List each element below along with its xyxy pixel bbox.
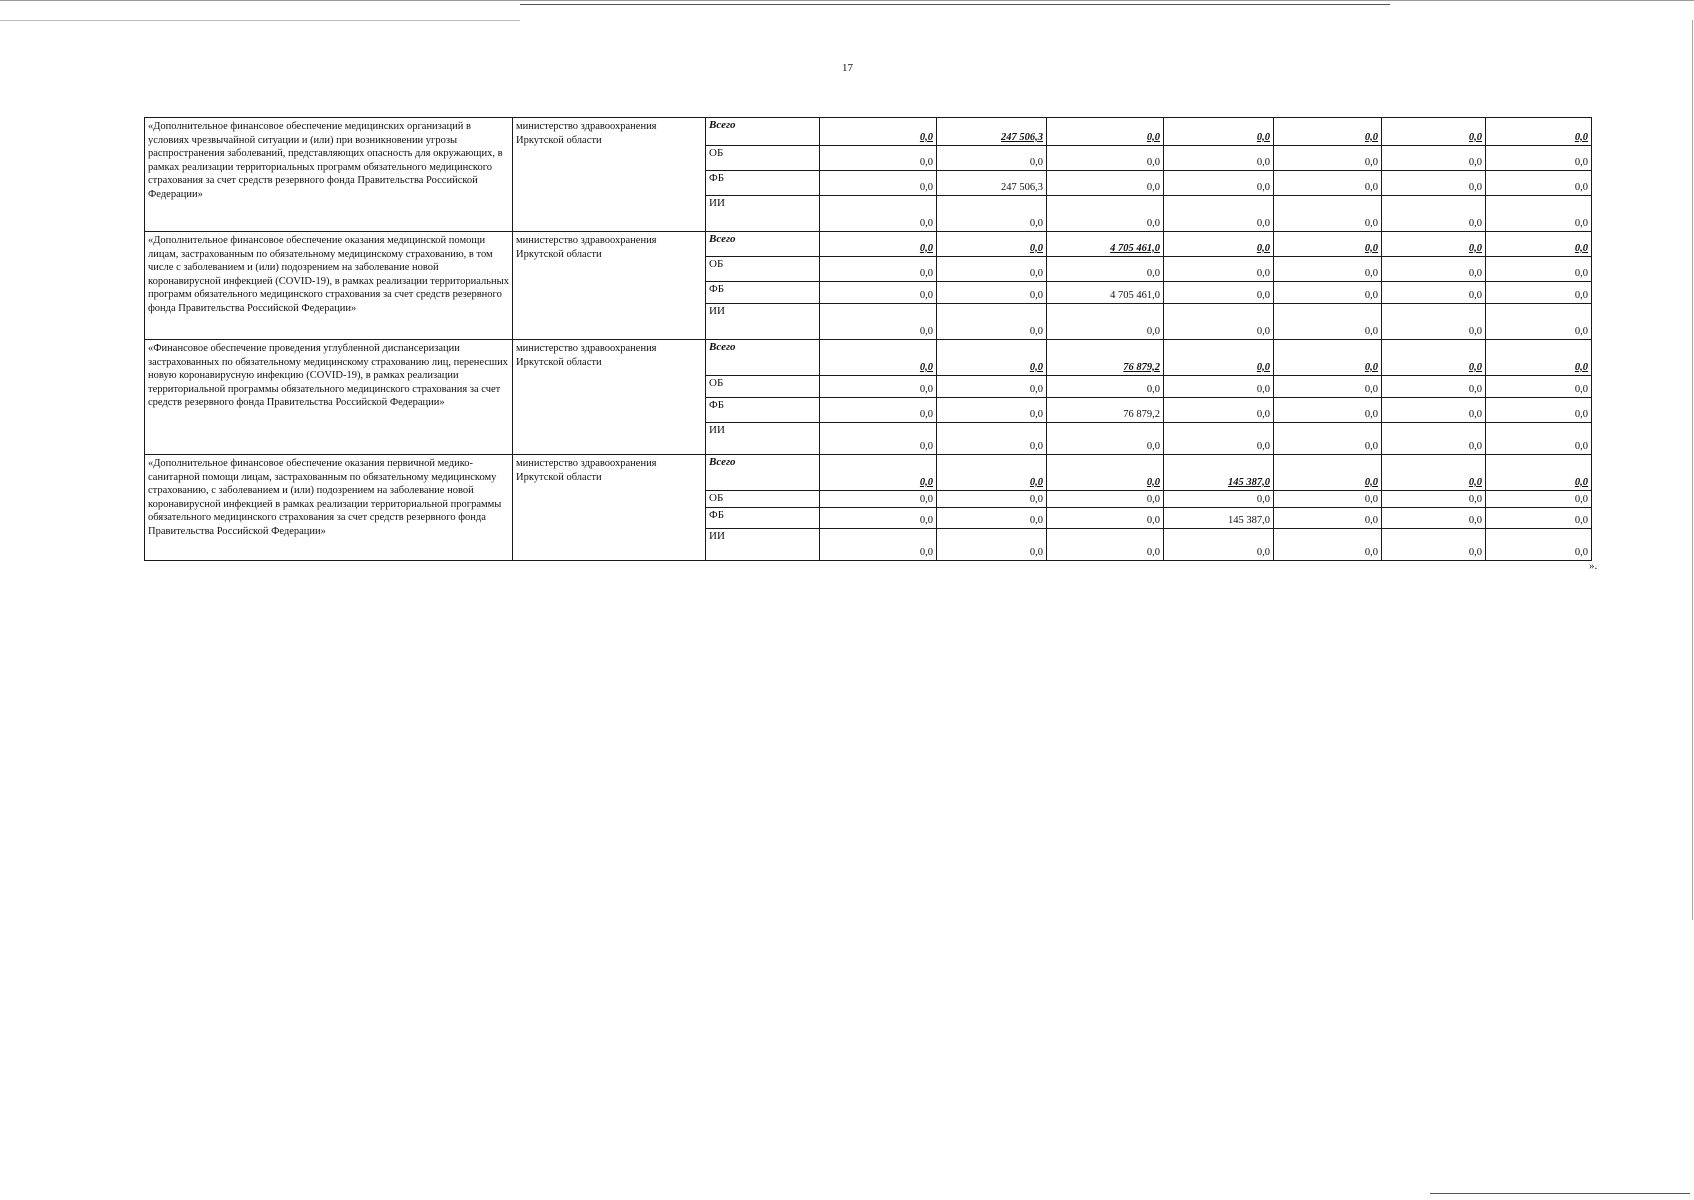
amount-value: 0,0 — [1364, 476, 1378, 488]
amount-cell — [937, 508, 1047, 529]
amount-value: 0,0 — [1029, 267, 1043, 279]
amount-cell — [937, 376, 1047, 398]
amount-cell — [1047, 118, 1164, 146]
funding-source: ФБ — [706, 282, 820, 304]
amount-cell — [1274, 282, 1382, 304]
amount-value: 0,0 — [919, 476, 933, 488]
amount-cell — [820, 376, 937, 398]
amount-value: 0,0 — [1256, 217, 1270, 229]
amount-value: 247 506,3 — [1001, 131, 1043, 143]
amount-value: 0,0 — [1574, 131, 1588, 143]
amount-value: 0,0 — [1468, 408, 1482, 420]
amount-cell — [1486, 118, 1592, 146]
funding-source: ОБ — [706, 491, 820, 508]
amount-cell — [1047, 146, 1164, 171]
amount-value: 0,0 — [1029, 217, 1043, 229]
amount-value: 0,0 — [1574, 514, 1588, 526]
amount-value: 0,0 — [1468, 383, 1482, 395]
amount-cell — [820, 232, 937, 257]
amount-value: 0,0 — [919, 325, 933, 337]
amount-cell — [1382, 398, 1486, 423]
funding-source: ФБ — [706, 508, 820, 529]
amount-cell — [1047, 232, 1164, 257]
amount-value: 0,0 — [919, 361, 933, 373]
funding-source: Всего — [706, 232, 820, 257]
amount-cell — [1274, 376, 1382, 398]
amount-cell — [1274, 423, 1382, 455]
budget-table — [144, 117, 1592, 561]
amount-value: 0,0 — [1574, 440, 1588, 452]
funding-source: ИИ — [706, 423, 820, 455]
table-row — [145, 455, 1592, 491]
budget-table-body — [145, 118, 1592, 561]
amount-value: 0,0 — [1146, 131, 1160, 143]
measure-description: «Дополнительное финансовое обеспечение медицинских организаций в условиях чрезвычайной ситуации и (или) при возникновении угрозы распространения заболеваний, представляющих опасность для окружающих, в рамках реализации территориальных программ обязательного медицинского страхования за счет средств резервного фонда Правительства Российской Федерации» — [145, 118, 513, 232]
scan-left-line — [0, 20, 520, 21]
amount-cell — [820, 423, 937, 455]
amount-cell — [1382, 304, 1486, 340]
amount-cell — [1047, 376, 1164, 398]
amount-cell — [1486, 282, 1592, 304]
amount-cell — [820, 491, 937, 508]
amount-cell — [1164, 282, 1274, 304]
amount-cell — [937, 529, 1047, 561]
amount-cell — [820, 455, 937, 491]
amount-cell — [1382, 171, 1486, 196]
amount-cell — [820, 118, 937, 146]
amount-value: 0,0 — [1029, 546, 1043, 558]
amount-cell — [1274, 118, 1382, 146]
amount-value: 0,0 — [1468, 156, 1482, 168]
amount-cell — [1047, 398, 1164, 423]
amount-value: 0,0 — [1364, 181, 1378, 193]
amount-cell — [1382, 196, 1486, 232]
amount-value: 0,0 — [1574, 493, 1588, 505]
amount-value: 0,0 — [1256, 156, 1270, 168]
amount-cell — [1382, 455, 1486, 491]
amount-cell — [1486, 196, 1592, 232]
amount-value: 0,0 — [1468, 242, 1482, 254]
funding-source: ИИ — [706, 304, 820, 340]
amount-cell — [1382, 491, 1486, 508]
responsible-executor: министерство здравоохранения Иркутской области — [513, 118, 706, 232]
amount-value: 0,0 — [1364, 325, 1378, 337]
amount-value: 0,0 — [919, 408, 933, 420]
amount-value: 76 879,2 — [1123, 361, 1160, 373]
amount-cell — [820, 171, 937, 196]
funding-source: ФБ — [706, 398, 820, 423]
amount-value: 0,0 — [1468, 546, 1482, 558]
amount-value: 0,0 — [1029, 514, 1043, 526]
funding-source: Всего — [706, 340, 820, 376]
amount-value: 0,0 — [919, 181, 933, 193]
amount-value: 0,0 — [1468, 476, 1482, 488]
amount-cell — [1047, 171, 1164, 196]
amount-value: 145 387,0 — [1228, 476, 1270, 488]
amount-value: 0,0 — [1364, 361, 1378, 373]
amount-cell — [1486, 304, 1592, 340]
amount-cell — [820, 340, 937, 376]
amount-cell — [1274, 146, 1382, 171]
amount-value: 0,0 — [1146, 156, 1160, 168]
amount-cell — [820, 529, 937, 561]
amount-cell — [820, 304, 937, 340]
amount-cell — [937, 423, 1047, 455]
table-row — [145, 232, 1592, 257]
amount-value: 0,0 — [919, 267, 933, 279]
amount-cell — [1047, 196, 1164, 232]
amount-cell — [1164, 118, 1274, 146]
amount-cell — [1164, 232, 1274, 257]
amount-cell — [937, 455, 1047, 491]
amount-value: 0,0 — [1574, 242, 1588, 254]
amount-value: 0,0 — [1574, 289, 1588, 301]
amount-cell — [1382, 423, 1486, 455]
amount-cell — [1047, 423, 1164, 455]
amount-value: 4 705 461,0 — [1110, 242, 1160, 254]
funding-source: ИИ — [706, 196, 820, 232]
amount-cell — [1164, 340, 1274, 376]
amount-value: 0,0 — [1029, 493, 1043, 505]
amount-value: 0,0 — [1468, 181, 1482, 193]
table-row — [145, 340, 1592, 376]
amount-cell — [937, 171, 1047, 196]
amount-value: 0,0 — [1364, 242, 1378, 254]
funding-source: Всего — [706, 455, 820, 491]
amount-value: 0,0 — [1468, 217, 1482, 229]
amount-value: 0,0 — [1364, 440, 1378, 452]
amount-value: 0,0 — [1256, 289, 1270, 301]
amount-cell — [1382, 282, 1486, 304]
amount-value: 0,0 — [1574, 267, 1588, 279]
amount-cell — [1164, 304, 1274, 340]
amount-value: 0,0 — [1468, 289, 1482, 301]
amount-value: 0,0 — [1468, 361, 1482, 373]
amount-value: 247 506,3 — [1001, 181, 1043, 193]
amount-cell — [937, 398, 1047, 423]
amount-cell — [1486, 491, 1592, 508]
amount-cell — [1274, 232, 1382, 257]
amount-value: 0,0 — [919, 242, 933, 254]
amount-cell — [1274, 171, 1382, 196]
amount-value: 0,0 — [1574, 408, 1588, 420]
amount-cell — [1486, 340, 1592, 376]
amount-value: 0,0 — [919, 546, 933, 558]
amount-value: 0,0 — [1364, 289, 1378, 301]
amount-value: 0,0 — [1364, 156, 1378, 168]
amount-cell — [1274, 508, 1382, 529]
measure-description: «Дополнительное финансовое обеспечение оказания медицинской помощи лицам, застрахованным по обязательному медицинскому страхованию, в том числе с заболеванием и (или) подозрением на заболевание новой коронавирусной инфекцией (COVID-19), в рамках реализации территориальных программ обязательного медицинского страхования за счет средств резервного фонда Правительства Российской Федерации» — [145, 232, 513, 340]
amount-value: 0,0 — [1256, 242, 1270, 254]
amount-cell — [937, 340, 1047, 376]
amount-cell — [1047, 340, 1164, 376]
amount-cell — [1047, 508, 1164, 529]
amount-cell — [1164, 508, 1274, 529]
funding-source: ИИ — [706, 529, 820, 561]
amount-cell — [937, 146, 1047, 171]
funding-source: ОБ — [706, 146, 820, 171]
amount-value: 0,0 — [1256, 408, 1270, 420]
amount-value: 0,0 — [1364, 267, 1378, 279]
amount-cell — [1486, 398, 1592, 423]
amount-value: 0,0 — [1364, 131, 1378, 143]
amount-value: 0,0 — [919, 131, 933, 143]
amount-cell — [937, 304, 1047, 340]
funding-source: ОБ — [706, 376, 820, 398]
amount-cell — [1486, 232, 1592, 257]
amount-value: 0,0 — [1468, 325, 1482, 337]
amount-value: 0,0 — [1146, 383, 1160, 395]
amount-cell — [1382, 118, 1486, 146]
amount-value: 0,0 — [1256, 361, 1270, 373]
amount-value: 0,0 — [919, 493, 933, 505]
amount-value: 0,0 — [1468, 267, 1482, 279]
amount-cell — [937, 282, 1047, 304]
amount-cell — [1382, 508, 1486, 529]
amount-value: 76 879,2 — [1123, 408, 1160, 420]
amount-value: 0,0 — [919, 440, 933, 452]
amount-value: 0,0 — [1574, 546, 1588, 558]
amount-cell — [937, 232, 1047, 257]
amount-value: 0,0 — [1256, 440, 1270, 452]
measure-description: «Дополнительное финансовое обеспечение оказания первичной медико-санитарной помощи лицам, застрахованным по обязательному медицинскому страхованию, с заболеванием и (или) подозрением на заболевание новой коронавирусной инфекцией в рамках реализации территориальной программы обязательного медицинского страхования за счет средств резервного фонда Правительства Российской Федерации» — [145, 455, 513, 561]
amount-value: 0,0 — [1364, 493, 1378, 505]
amount-cell — [1274, 196, 1382, 232]
amount-cell — [820, 146, 937, 171]
amount-value: 0,0 — [1574, 325, 1588, 337]
amount-value: 0,0 — [1468, 514, 1482, 526]
amount-value: 0,0 — [1146, 440, 1160, 452]
amount-value: 0,0 — [1146, 546, 1160, 558]
amount-cell — [1164, 196, 1274, 232]
amount-value: 0,0 — [1029, 440, 1043, 452]
amount-cell — [1274, 455, 1382, 491]
amount-value: 0,0 — [919, 156, 933, 168]
amount-cell — [1047, 257, 1164, 282]
amount-value: 0,0 — [1468, 131, 1482, 143]
amount-cell — [937, 491, 1047, 508]
amount-cell — [1047, 455, 1164, 491]
amount-cell — [1164, 376, 1274, 398]
amount-cell — [1274, 398, 1382, 423]
funding-source: Всего — [706, 118, 820, 146]
amount-cell — [1486, 171, 1592, 196]
amount-cell — [1486, 257, 1592, 282]
amount-value: 0,0 — [1029, 361, 1043, 373]
table-row — [145, 118, 1592, 146]
amount-value: 0,0 — [1146, 493, 1160, 505]
amount-value: 0,0 — [1029, 476, 1043, 488]
amount-value: 0,0 — [1256, 181, 1270, 193]
amount-value: 145 387,0 — [1228, 514, 1270, 526]
amount-cell — [1164, 529, 1274, 561]
amount-value: 0,0 — [1574, 361, 1588, 373]
amount-cell — [1164, 455, 1274, 491]
amount-cell — [1382, 376, 1486, 398]
amount-value: 0,0 — [1029, 383, 1043, 395]
amount-cell — [1047, 529, 1164, 561]
amount-cell — [1047, 491, 1164, 508]
amount-cell — [1382, 232, 1486, 257]
amount-cell — [1047, 282, 1164, 304]
closing-mark: ». — [1589, 560, 1598, 572]
amount-value: 0,0 — [1256, 131, 1270, 143]
amount-cell — [1164, 398, 1274, 423]
amount-cell — [1382, 146, 1486, 171]
amount-value: 0,0 — [1029, 242, 1043, 254]
scan-right-edge — [1692, 20, 1693, 920]
amount-cell — [1486, 508, 1592, 529]
amount-value: 0,0 — [1029, 156, 1043, 168]
amount-cell — [1274, 257, 1382, 282]
amount-cell — [820, 282, 937, 304]
amount-value: 0,0 — [1364, 217, 1378, 229]
responsible-executor: министерство здравоохранения Иркутской области — [513, 455, 706, 561]
amount-value: 0,0 — [1146, 181, 1160, 193]
amount-cell — [820, 257, 937, 282]
amount-cell — [937, 257, 1047, 282]
amount-cell — [1274, 491, 1382, 508]
amount-value: 0,0 — [1468, 493, 1482, 505]
amount-value: 0,0 — [1256, 493, 1270, 505]
amount-value: 0,0 — [1574, 476, 1588, 488]
amount-value: 0,0 — [1256, 325, 1270, 337]
amount-cell — [1164, 423, 1274, 455]
amount-cell — [937, 118, 1047, 146]
measure-description: «Финансовое обеспечение проведения углубленной диспансеризации застрахованных по обязательному медицинскому страхованию лиц, перенесших новую коронавирусную инфекцию (COVID-19), в рамках реализации территориальной программы обязательного медицинского страхования за счет средств резервного фонда Правительства Российской Федерации» — [145, 340, 513, 455]
amount-value: 0,0 — [1468, 440, 1482, 452]
amount-cell — [1486, 423, 1592, 455]
amount-cell — [1274, 304, 1382, 340]
amount-value: 0,0 — [1364, 383, 1378, 395]
amount-cell — [1164, 257, 1274, 282]
amount-cell — [1164, 491, 1274, 508]
amount-cell — [1274, 529, 1382, 561]
amount-value: 0,0 — [1146, 476, 1160, 488]
amount-value: 0,0 — [1146, 514, 1160, 526]
scan-top-line — [520, 4, 1390, 5]
amount-value: 0,0 — [1256, 546, 1270, 558]
amount-value: 0,0 — [1364, 408, 1378, 420]
scan-bottom-line — [1430, 1193, 1690, 1194]
page-number: 17 — [842, 62, 853, 74]
amount-value: 0,0 — [919, 217, 933, 229]
amount-cell — [1382, 529, 1486, 561]
amount-value: 0,0 — [1256, 267, 1270, 279]
amount-value: 0,0 — [919, 383, 933, 395]
amount-cell — [1486, 146, 1592, 171]
amount-value: 0,0 — [1029, 325, 1043, 337]
responsible-executor: министерство здравоохранения Иркутской области — [513, 340, 706, 455]
amount-cell — [1382, 257, 1486, 282]
amount-cell — [937, 196, 1047, 232]
amount-value: 0,0 — [1029, 408, 1043, 420]
amount-cell — [1164, 146, 1274, 171]
amount-value: 0,0 — [1146, 325, 1160, 337]
amount-cell — [1164, 171, 1274, 196]
amount-value: 0,0 — [919, 289, 933, 301]
amount-cell — [820, 196, 937, 232]
amount-cell — [1486, 529, 1592, 561]
amount-cell — [1274, 340, 1382, 376]
amount-value: 0,0 — [1256, 383, 1270, 395]
amount-value: 0,0 — [1146, 217, 1160, 229]
amount-cell — [820, 398, 937, 423]
responsible-executor: министерство здравоохранения Иркутской области — [513, 232, 706, 340]
amount-cell — [1382, 340, 1486, 376]
amount-value: 0,0 — [1146, 267, 1160, 279]
amount-cell — [1486, 376, 1592, 398]
amount-value: 0,0 — [1574, 383, 1588, 395]
funding-source: ОБ — [706, 257, 820, 282]
amount-value: 0,0 — [1364, 546, 1378, 558]
amount-value: 0,0 — [1364, 514, 1378, 526]
amount-cell — [1047, 304, 1164, 340]
amount-value: 0,0 — [919, 514, 933, 526]
amount-cell — [1486, 455, 1592, 491]
amount-value: 4 705 461,0 — [1110, 289, 1160, 301]
scan-top-edge — [0, 0, 1694, 1]
amount-value: 0,0 — [1574, 217, 1588, 229]
amount-value: 0,0 — [1574, 181, 1588, 193]
funding-source: ФБ — [706, 171, 820, 196]
amount-value: 0,0 — [1574, 156, 1588, 168]
amount-cell — [820, 508, 937, 529]
amount-value: 0,0 — [1029, 289, 1043, 301]
